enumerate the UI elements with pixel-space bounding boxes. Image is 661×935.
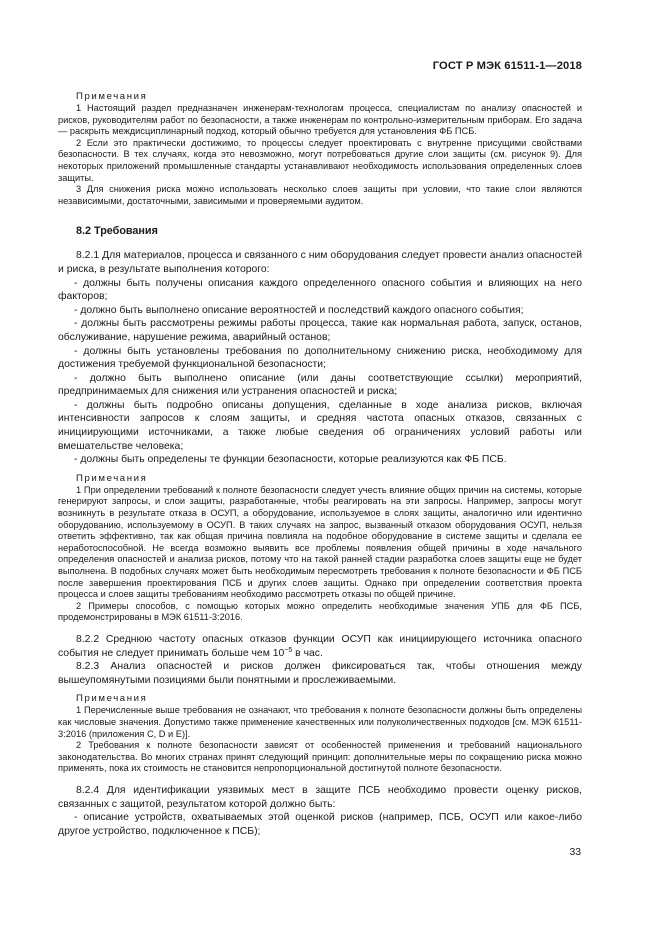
list-item: - должны быть получены описания каждого определенного опасного события и влияющих на него факторов; [58,277,582,303]
note-item: 1 Настоящий раздел предназначен инженерам-технологам процесса, специалистам по анализу опасностей и рисков, руководителям работ по безопасности, а также инженерам по контрольно-измерительным приборам. Его задача — раскрыть междисциплинарный подход, который обычно требуется для установления ФБ ПСБ. [58,103,582,137]
note-item: 2 Если это практически достижимо, то процессы следует проектировать с внутренне присущими свойствами безопасности. В тех случаях, когда это невозможно, могут потребоваться другие слои защиты (см. рисунок 9). Для некоторых приложений промышленные стандарты устанавливают необходимость использования определенных слоев защиты. [58,137,582,183]
notes-title: Примечания [76,693,148,705]
notes-title: Примечания [76,91,148,102]
note-item: 1 При определении требований к полноте безопасности следует учесть влияние общих причин на системы, которые генерируют запросы, и слои защиты, разработанные, чтобы реагировать на эти запросы. Например, запросы могут возникнуть в результате отказа в ОСУП, а оборудование, используемое в слоях защиты, аналогично или идентично оборудованию, используемому в ОСУП. В таких случаях на запрос, вызванный отказом оборудования ОСУП, нельзя ответить эффективно, так как общая причина повлияла на подобное оборудование в системе защиты и сделала ее неработоспособной. Не всегда возможно выявить все проблемы появления общей причины в ходе начального определения опасностей и анализа рисков, потому что на такой ранней стадии разработка слоев защиты еще не будет выполнена. В подобных случаях может быть необходимым пересмотреть требования к полноте безопасности и ФБ ПСБ после завершения проектирования ПСБ и других слоев защиты. Однако при определении соответствия проекта процесса и слоев защиты требованиям необходимо рассмотреть отказы по общей причине. [58,484,582,600]
note-item: 1 Перечисленные выше требования не означают, что требования к полноте безопасности должны быть определены как числовые значения. Допустимо также применение качественных или полуколичественных подходов [см. МЭК 61511-3:2016 (приложения С, D и E)]. [58,705,582,739]
list-item: - должны быть рассмотрены режимы работы процесса, такие как нормальная работа, запуск, останов, обслуживание, нарушение режима, аварийный останов; [58,318,582,343]
section-heading: 8.2 Требования [76,225,158,238]
paragraph-8-2-4: 8.2.4 Для идентификации уязвимых мест в защите ПСБ необходимо провести оценку рисков, связанных с защитой, результатом которой должно быть: [58,784,582,810]
paragraph-text: в час. [292,647,323,659]
note-item: 2 Требования к полноте безопасности зависят от особенностей применения и требований национального законодательства. Во многих странах принят следующий принцип: дополнительные меры по сокращению риска можно применять, пока их стоимость не становится непропорциональной достигнутой полноте безопасности. [58,740,582,774]
note-item: 2 Примеры способов, с помощью которых можно определить необходимые значения УПБ для ФБ ПСБ, продемонстрированы в МЭК 61511-3:2016. [58,600,582,623]
paragraph-8-2-1: 8.2.1 Для материалов, процесса и связанного с ним оборудования следует провести анализ опасностей и риска, в результате выполнения которого: [58,250,582,275]
list-item: - должны быть определены те функции безопасности, которые реализуются как ФБ ПСБ. [74,454,507,466]
paragraph-8-2-3: 8.2.3 Анализ опасностей и рисков должен фиксироваться так, чтобы отношения между вышеупомянутыми позициями были понятными и прослеживаемыми. [58,661,582,686]
list-item: - должны быть подробно описаны допущения, сделанные в ходе анализа рисков, включая интенсивности запросов к слоям защиты, и средняя частота опасных отказов, связанных с инициирующими источниками, а также любые сведения об ограничениях условий работы или вмешательстве человека; [58,399,582,452]
paragraph-text: 8.2.2 Среднюю частоту опасных отказов функции ОСУП как инициирующего источника опасного события не следует принимать больше чем 10 [58,633,582,659]
page-content [58,91,582,838]
notes-title: Примечания [76,472,148,484]
list-item: - должны быть установлены требования по дополнительному снижению риска, необходимому для достижения требуемой функциональной безопасности; [58,345,582,371]
list-item: - должно быть выполнено описание (или даны соответствующие ссылки) мероприятий, предпринимаемых для снижения или устранения опасностей и риска; [58,372,582,398]
page-number: 33 [569,847,581,858]
paragraph-8-2-2 [58,633,582,660]
list-item: - описание устройств, охватываемых этой оценкой рисков (например, ПСБ, ОСУП или какое-либо другое устройство, подключенное к ПСБ); [58,812,582,837]
list-item: - должно быть выполнено описание вероятностей и последствий каждого опасного события; [74,304,524,316]
document-code-header: ГОСТ Р МЭК 61511-1—2018 [432,60,582,72]
exponent: −5 [284,646,293,654]
note-item: 3 Для снижения риска можно использовать несколько слоев защиты при условии, что такие слои являются независимыми, достаточными, зависимыми и проверяемыми аудитом. [58,184,582,206]
